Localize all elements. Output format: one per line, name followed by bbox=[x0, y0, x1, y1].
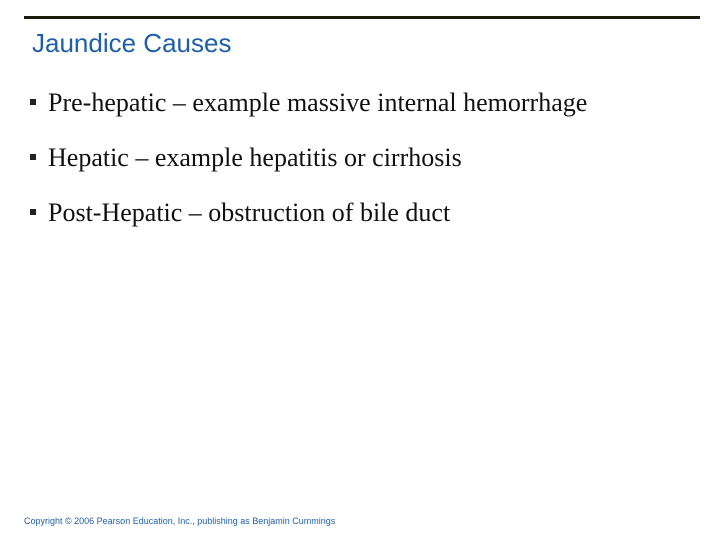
bullet-item-post-hepatic bbox=[30, 196, 670, 230]
bullet-text: Post-Hepatic – obstruction of bile duct bbox=[48, 198, 451, 227]
square-bullet-icon bbox=[30, 99, 36, 105]
copyright-footer: Copyright © 2006 Pearson Education, Inc., publishing as Benjamin Cummings bbox=[24, 516, 336, 526]
title-divider bbox=[24, 16, 700, 19]
square-bullet-icon bbox=[30, 154, 36, 160]
bullet-text: Pre-hepatic – example massive internal hemorrhage bbox=[48, 88, 588, 117]
bullet-item-pre-hepatic bbox=[30, 86, 670, 120]
bullet-list bbox=[30, 86, 670, 251]
slide-title: Jaundice Causes bbox=[32, 28, 232, 58]
bullet-text: Hepatic – example hepatitis or cirrhosis bbox=[48, 143, 462, 172]
square-bullet-icon bbox=[30, 209, 36, 215]
bullet-item-hepatic bbox=[30, 141, 670, 175]
